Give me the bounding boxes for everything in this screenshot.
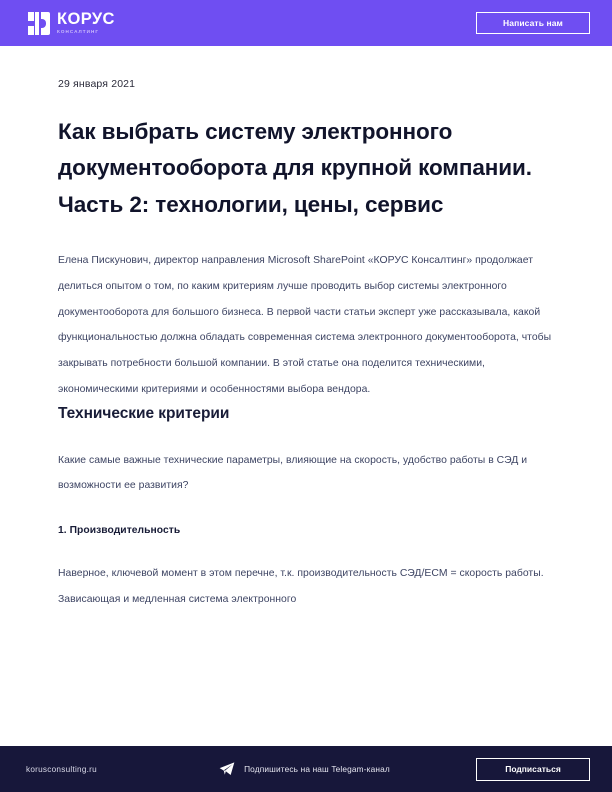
brand-wordmark <box>57 11 115 34</box>
telegram-paper-plane-icon <box>219 762 235 776</box>
article-content <box>0 46 612 612</box>
subscribe-button[interactable]: Подписаться <box>476 758 590 781</box>
brand-name: КОРУС <box>57 10 115 29</box>
site-header <box>0 0 612 46</box>
brand-logo[interactable] <box>28 11 115 34</box>
section-intro-paragraph: Какие самые важные технические параметры, влияющие на скорость, удобство работы в СЭД и возможности ее развития? <box>58 454 528 492</box>
subsection-body-paragraph: Наверное, ключевой момент в этом перечне, т.к. производительность СЭД/ECM = скорость работы. Зависающая и медленная система электронного <box>58 567 544 605</box>
contact-us-button[interactable]: Написать нам <box>476 12 590 34</box>
subsection-heading-performance: 1. Производительность <box>58 524 181 536</box>
footer-cta-text: Подпишитесь на наш Telegam-канал <box>244 764 390 774</box>
brand-subtitle: КОНСАЛТИНГ <box>57 28 100 34</box>
publication-date: 29 января 2021 <box>58 78 136 90</box>
footer-telegram-promo <box>133 762 476 776</box>
article-title: Как выбрать систему электронного документооборота для крупной компании. Часть 2: технологии, цены, сервис <box>58 119 532 217</box>
korus-logo-mark-icon <box>28 12 50 35</box>
section-heading-technical-criteria: Технические критерии <box>58 404 230 422</box>
article-intro-paragraph: Елена Пискунович, директор направления Microsoft SharePoint «КОРУС Консалтинг» продолжает делиться опытом о том, по каким критериям лучше проводить выбор системы электронного документооборота для большого бизнеса. В первой части статьи эксперт уже рассказывала, какой функциональностью должна обладать современная система электронного документооборота, чтобы закрывать потребности большой компании. В этой статье она поделится техническими, экономическими критериями и особенностями выбора вендора. <box>58 255 552 395</box>
footer-site-url[interactable]: korusconsulting.ru <box>26 764 97 774</box>
site-footer <box>0 746 612 792</box>
